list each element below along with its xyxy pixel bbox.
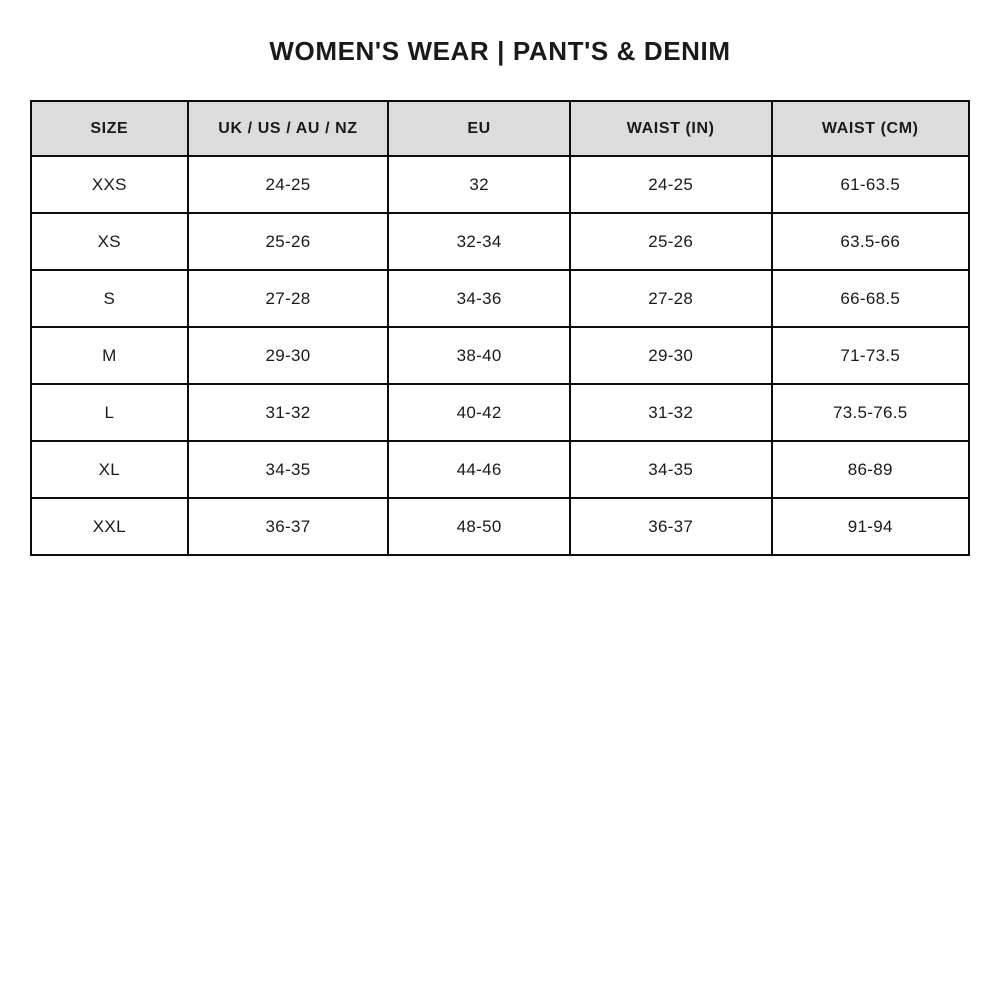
size-cell: XL — [31, 441, 188, 498]
waist-in-cell: 31-32 — [570, 384, 772, 441]
size-chart-table — [30, 100, 970, 556]
size-cell: XXL — [31, 498, 188, 555]
eu-cell: 32 — [388, 156, 570, 213]
table-row — [31, 384, 969, 441]
header-cell-uk-us-au-nz: UK / US / AU / NZ — [188, 101, 389, 156]
eu-cell: 38-40 — [388, 327, 570, 384]
eu-cell: 34-36 — [388, 270, 570, 327]
waist-in-cell: 34-35 — [570, 441, 772, 498]
header-cell-waist-in: WAIST (IN) — [570, 101, 772, 156]
uk-us-au-nz-cell: 36-37 — [188, 498, 389, 555]
waist-in-cell: 25-26 — [570, 213, 772, 270]
uk-us-au-nz-cell: 27-28 — [188, 270, 389, 327]
waist-cm-cell: 63.5-66 — [772, 213, 969, 270]
page-title: WOMEN'S WEAR | PANT'S & DENIM — [269, 36, 731, 66]
header-cell-size: SIZE — [31, 101, 188, 156]
waist-in-cell: 24-25 — [570, 156, 772, 213]
size-cell: XS — [31, 213, 188, 270]
waist-cm-cell: 71-73.5 — [772, 327, 969, 384]
waist-cm-cell: 86-89 — [772, 441, 969, 498]
table-row — [31, 213, 969, 270]
eu-cell: 48-50 — [388, 498, 570, 555]
uk-us-au-nz-cell: 31-32 — [188, 384, 389, 441]
table-row — [31, 156, 969, 213]
table-row — [31, 441, 969, 498]
header-cell-waist-cm: WAIST (CM) — [772, 101, 969, 156]
size-cell: S — [31, 270, 188, 327]
eu-cell: 40-42 — [388, 384, 570, 441]
waist-cm-cell: 61-63.5 — [772, 156, 969, 213]
uk-us-au-nz-cell: 29-30 — [188, 327, 389, 384]
header-cell-eu: EU — [388, 101, 570, 156]
waist-in-cell: 29-30 — [570, 327, 772, 384]
waist-cm-cell: 66-68.5 — [772, 270, 969, 327]
size-cell: L — [31, 384, 188, 441]
waist-cm-cell: 73.5-76.5 — [772, 384, 969, 441]
eu-cell: 32-34 — [388, 213, 570, 270]
uk-us-au-nz-cell: 25-26 — [188, 213, 389, 270]
uk-us-au-nz-cell: 24-25 — [188, 156, 389, 213]
table-row — [31, 270, 969, 327]
waist-cm-cell: 91-94 — [772, 498, 969, 555]
size-cell: M — [31, 327, 188, 384]
waist-in-cell: 27-28 — [570, 270, 772, 327]
size-cell: XXS — [31, 156, 188, 213]
table-row — [31, 327, 969, 384]
table-row — [31, 498, 969, 555]
eu-cell: 44-46 — [388, 441, 570, 498]
table-header-row — [31, 101, 969, 156]
uk-us-au-nz-cell: 34-35 — [188, 441, 389, 498]
waist-in-cell: 36-37 — [570, 498, 772, 555]
